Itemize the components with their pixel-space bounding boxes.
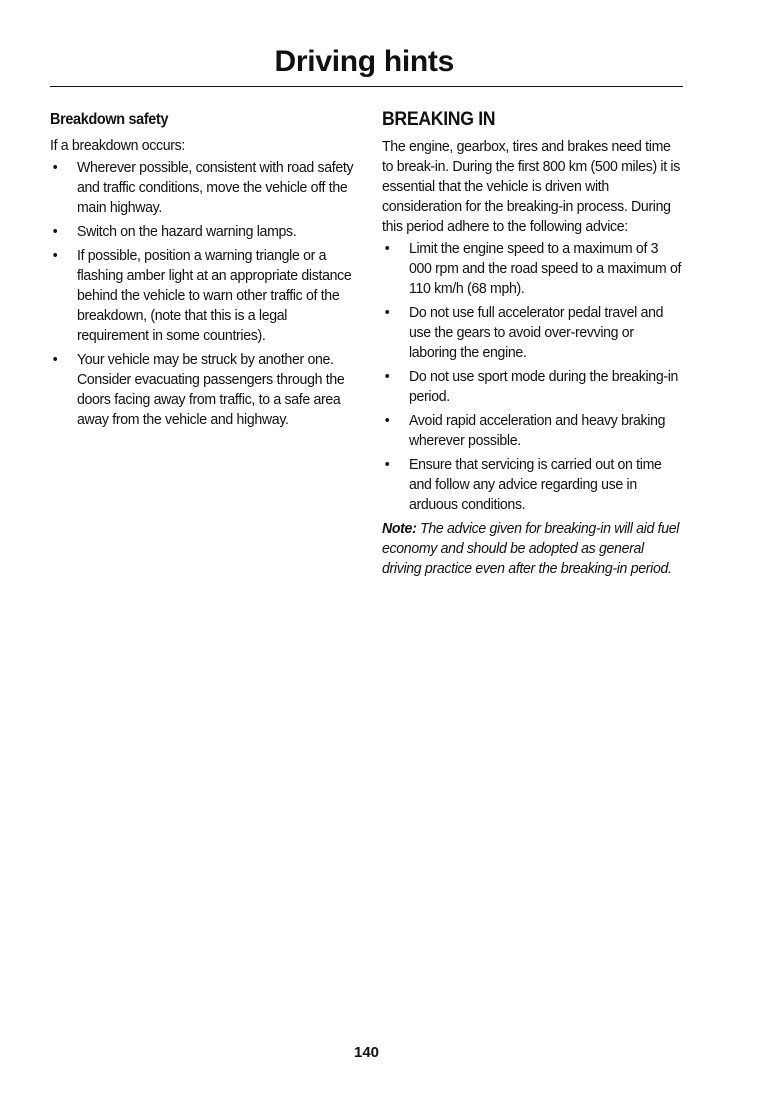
list-item-text: Limit the engine speed to a maximum of 3 000 rpm and the road speed to a maximum of 110 km/h (68 mph).: [408, 240, 682, 297]
breakdown-safety-heading: Breakdown safety: [50, 111, 169, 128]
page-title: Driving hints: [274, 45, 454, 78]
bullet-icon: •: [384, 368, 390, 385]
bullet-icon: •: [52, 223, 58, 240]
list-item: [50, 246, 355, 346]
bullet-icon: •: [52, 159, 58, 176]
list-item-text: Switch on the hazard warning lamps.: [76, 223, 297, 240]
breaking-in-section: [382, 108, 681, 579]
breaking-in-intro: The engine, gearbox, tires and brakes need time to break-in. During the first 800 km (500 miles) it is essential that the vehicle is driven with consideration for the breaking-in process. During this period adhere to the following advice:: [382, 138, 680, 235]
list-item: [50, 158, 355, 218]
bullet-icon: •: [384, 412, 390, 429]
page-number: 140: [353, 1044, 380, 1061]
bullet-icon: •: [52, 351, 58, 368]
note-text: The advice given for breaking-in will aid fuel economy and should be adopted as general driving practice even after the breaking-in period.: [382, 520, 680, 577]
list-item: [382, 455, 681, 515]
bullet-icon: •: [384, 240, 390, 257]
breaking-in-note: [382, 519, 681, 579]
list-item-text: Your vehicle may be struck by another one. Consider evacuating passengers through the doors facing away from traffic, to a safe area away from the vehicle and highway.: [76, 351, 345, 428]
list-item: [50, 222, 355, 242]
list-item-text: If possible, position a warning triangle or a flashing amber light at an appropriate distance behind the vehicle to warn other traffic of the breakdown, (note that this is a legal requirement in some countries).: [76, 247, 352, 344]
breakdown-safety-section: [50, 108, 355, 434]
list-item: [382, 239, 681, 299]
breakdown-intro: If a breakdown occurs:: [50, 137, 185, 154]
list-item-text: Ensure that servicing is carried out on time and follow any advice regarding use in arduous conditions.: [408, 456, 662, 513]
title-divider: [50, 86, 683, 87]
list-item-text: Do not use sport mode during the breaking-in period.: [408, 368, 679, 405]
list-item-text: Do not use full accelerator pedal travel and use the gears to avoid over-revving or laboring the engine.: [408, 304, 664, 361]
list-item: [382, 303, 681, 363]
breaking-in-heading: BREAKING IN: [382, 109, 496, 130]
bullet-icon: •: [384, 304, 390, 321]
bullet-icon: •: [52, 247, 58, 264]
list-item: [382, 367, 681, 407]
list-item-text: Wherever possible, consistent with road safety and traffic conditions, move the vehicle off the main highway.: [76, 159, 354, 216]
note-label: Note:: [382, 520, 417, 537]
list-item-text: Avoid rapid acceleration and heavy braking wherever possible.: [408, 412, 666, 449]
bullet-icon: •: [384, 456, 390, 473]
breakdown-bullet-list: [50, 158, 355, 430]
list-item: [50, 350, 355, 430]
breaking-in-bullet-list: [382, 239, 681, 515]
list-item: [382, 411, 681, 451]
